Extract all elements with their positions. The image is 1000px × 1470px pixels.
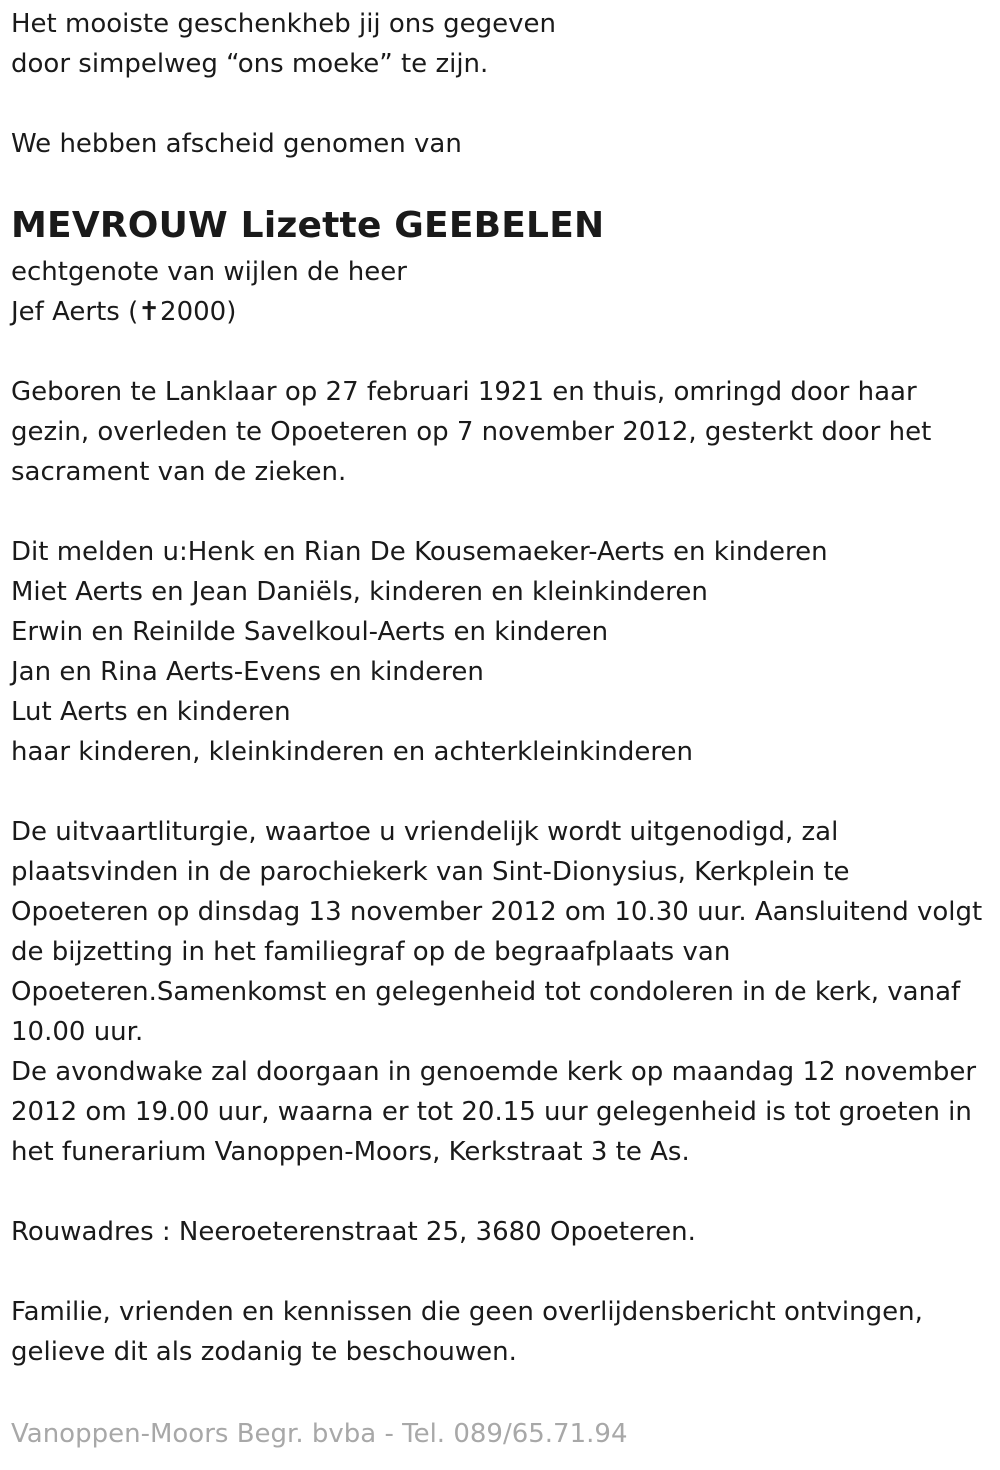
family-line: Dit melden u:Henk en Rian De Kousemaeker-Aerts en kinderen — [11, 537, 828, 567]
funeral-home-footer: Vanoppen-Moors Begr. bvba - Tel. 089/65.71.94 — [11, 1419, 628, 1449]
funeral-line: Opoeteren.Samenkomst en gelegenheid tot condoleren in de kerk, vanaf — [11, 977, 961, 1007]
closing-line-2: gelieve dit als zodanig te beschouwen. — [11, 1337, 517, 1367]
birth-death-line-1: Geboren te Lanklaar op 27 februari 1921 en thuis, omringd door haar — [11, 377, 917, 407]
funeral-line: plaatsvinden in de parochiekerk van Sint-Dionysius, Kerkplein te — [11, 857, 850, 887]
spacer — [11, 1172, 1000, 1212]
spacer — [11, 164, 1000, 200]
spacer — [11, 772, 1000, 812]
spacer — [11, 492, 1000, 532]
family-line: haar kinderen, kleinkinderen en achterkleinkinderen — [11, 737, 693, 767]
closing-line-1: Familie, vrienden en kennissen die geen overlijdensbericht ontvingen, — [11, 1297, 923, 1327]
deceased-name: MEVROUW Lizette GEEBELEN — [11, 205, 605, 246]
spacer — [11, 1252, 1000, 1292]
relation-line-1: echtgenote van wijlen de heer — [11, 257, 407, 287]
relation-line-2: Jef Aerts (✝2000) — [11, 297, 237, 327]
funeral-line: de bijzetting in het familiegraf op de begraafplaats van — [11, 937, 731, 967]
birth-death-line-3: sacrament van de zieken. — [11, 457, 347, 487]
family-line: Erwin en Reinilde Savelkoul-Aerts en kinderen — [11, 617, 609, 647]
funeral-line: De avondwake zal doorgaan in genoemde kerk op maandag 12 november — [11, 1057, 977, 1087]
family-line: Miet Aerts en Jean Daniëls, kinderen en kleinkinderen — [11, 577, 708, 607]
intro-line-2: door simpelweg “ons moeke” te zijn. — [11, 49, 489, 79]
funeral-line: 10.00 uur. — [11, 1017, 144, 1047]
funeral-line: het funerarium Vanoppen-Moors, Kerkstraat 3 te As. — [11, 1137, 690, 1167]
mourning-address: Rouwadres : Neeroeterenstraat 25, 3680 Opoeteren. — [11, 1217, 696, 1247]
spacer — [11, 84, 1000, 124]
family-line: Lut Aerts en kinderen — [11, 697, 291, 727]
spacer — [11, 332, 1000, 372]
announcement-text: We hebben afscheid genomen van — [11, 129, 462, 159]
family-line: Jan en Rina Aerts-Evens en kinderen — [11, 657, 484, 687]
funeral-line: 2012 om 19.00 uur, waarna er tot 20.15 uur gelegenheid is tot groeten in — [11, 1097, 972, 1127]
intro-line-1: Het mooiste geschenkheb jij ons gegeven — [11, 9, 556, 39]
funeral-line: Opoeteren op dinsdag 13 november 2012 om 10.30 uur. Aansluitend volgt — [11, 897, 983, 927]
birth-death-line-2: gezin, overleden te Opoeteren op 7 november 2012, gesterkt door het — [11, 417, 932, 447]
funeral-line: De uitvaartliturgie, waartoe u vriendelijk wordt uitgenodigd, zal — [11, 817, 839, 847]
